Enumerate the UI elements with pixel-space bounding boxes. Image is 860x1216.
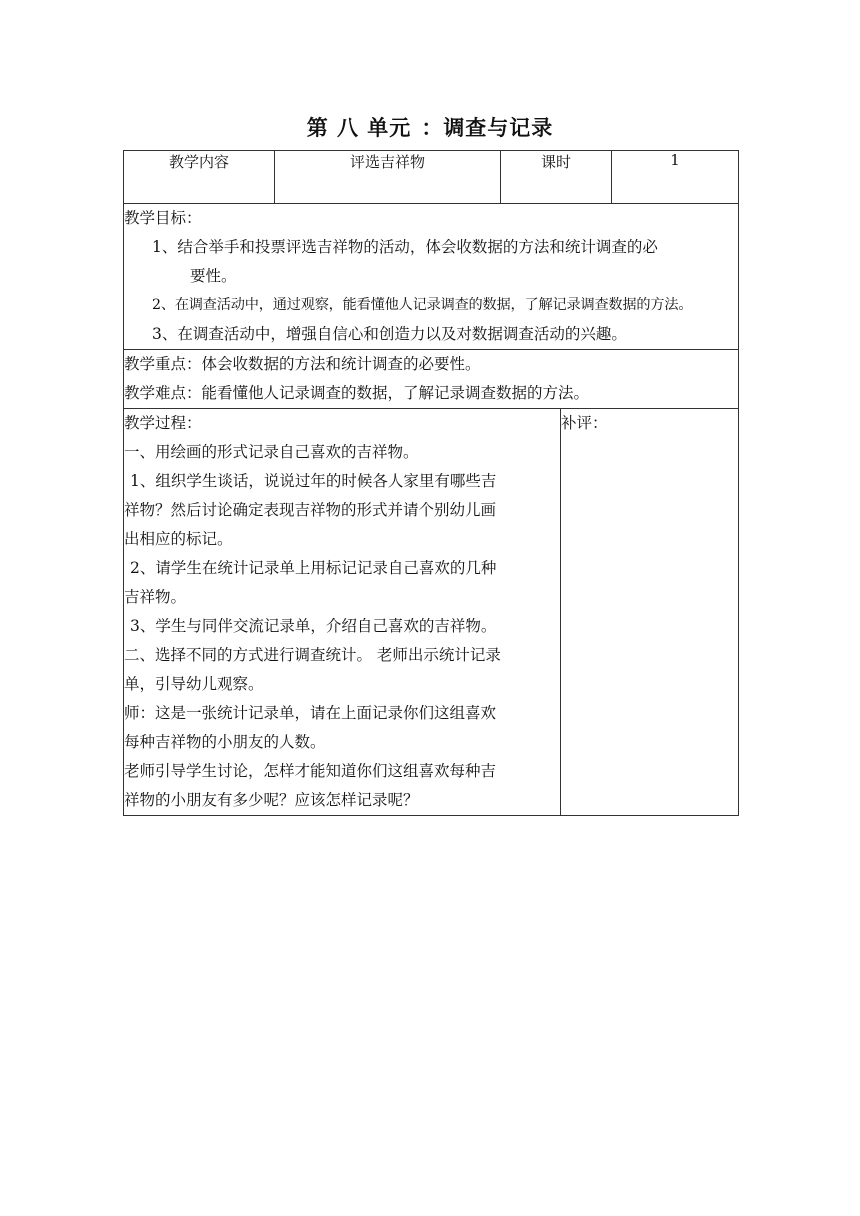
process-line: 吉祥物。 <box>124 588 187 606</box>
process-line: 3、学生与同伴交流记录单，介绍自己喜欢的吉祥物。 <box>130 617 497 635</box>
process-line: 一、用绘画的形式记录自己喜欢的吉祥物。 <box>124 443 419 461</box>
process-line: 每种吉祥物的小朋友的人数。 <box>124 733 326 751</box>
page-title <box>0 112 860 142</box>
process-line: 祥物？然后讨论确定表现吉祥物的形式并请个别幼儿画 <box>124 501 497 519</box>
process-line: 老师引导学生讨论，怎样才能知道你们这组喜欢每种吉 <box>124 762 497 780</box>
objective-item-3: 3、在调查活动中，增强自信心和创造力以及对数据调查活动的兴趣。 <box>152 325 627 343</box>
process-row <box>124 409 739 816</box>
key-points-cell <box>124 350 739 409</box>
process-line: 二、选择不同的方式进行调查统计。 老师出示统计记录 <box>124 646 501 664</box>
objective-item-2: 2、在调查活动中，通过观察，能看懂他人记录调查的数据，了解记录调查数据的方法。 <box>152 297 693 313</box>
process-line: 2、请学生在统计记录单上用标记记录自己喜欢的几种 <box>130 559 497 577</box>
process-cell <box>124 409 561 816</box>
process-line: 单，引导幼儿观察。 <box>124 675 264 693</box>
process-heading: 教学过程： <box>124 414 202 432</box>
process-line: 师：这是一张统计记录单，请在上面记录你们这组喜欢 <box>124 704 497 722</box>
objective-item-1-continued: 要性。 <box>190 267 237 285</box>
objectives-heading: 教学目标： <box>124 209 202 227</box>
period-label-cell: 课时 <box>501 151 612 204</box>
objectives-row <box>124 204 739 350</box>
key-points-row <box>124 350 739 409</box>
objective-item-1: 1、结合举手和投票评选吉祥物的活动，体会收数据的方法和统计调查的必 <box>152 238 658 256</box>
process-line: 祥物的小朋友有多少呢？应该怎样记录呢？ <box>124 791 419 809</box>
teaching-difficulty: 教学难点：能看懂他人记录调查的数据，了解记录调查数据的方法。 <box>124 384 590 402</box>
lesson-plan-table <box>123 150 739 816</box>
process-line: 出相应的标记。 <box>124 530 233 548</box>
content-label-cell: 教学内容 <box>124 151 275 204</box>
supplement-cell <box>561 409 739 816</box>
title-unit: 第 八 单元 <box>306 116 412 140</box>
title-name: 调查与记录 <box>443 116 554 140</box>
title-separator: ： <box>421 116 444 140</box>
header-row <box>124 151 739 204</box>
content-value-cell: 评选吉祥物 <box>275 151 501 204</box>
period-value-cell: 1 <box>612 151 739 204</box>
objectives-cell <box>124 204 739 350</box>
process-line: 1、组织学生谈话，说说过年的时候各人家里有哪些吉 <box>130 472 497 490</box>
teaching-focus: 教学重点：体会收数据的方法和统计调查的必要性。 <box>124 355 481 373</box>
supplement-label: 补评： <box>561 414 608 432</box>
